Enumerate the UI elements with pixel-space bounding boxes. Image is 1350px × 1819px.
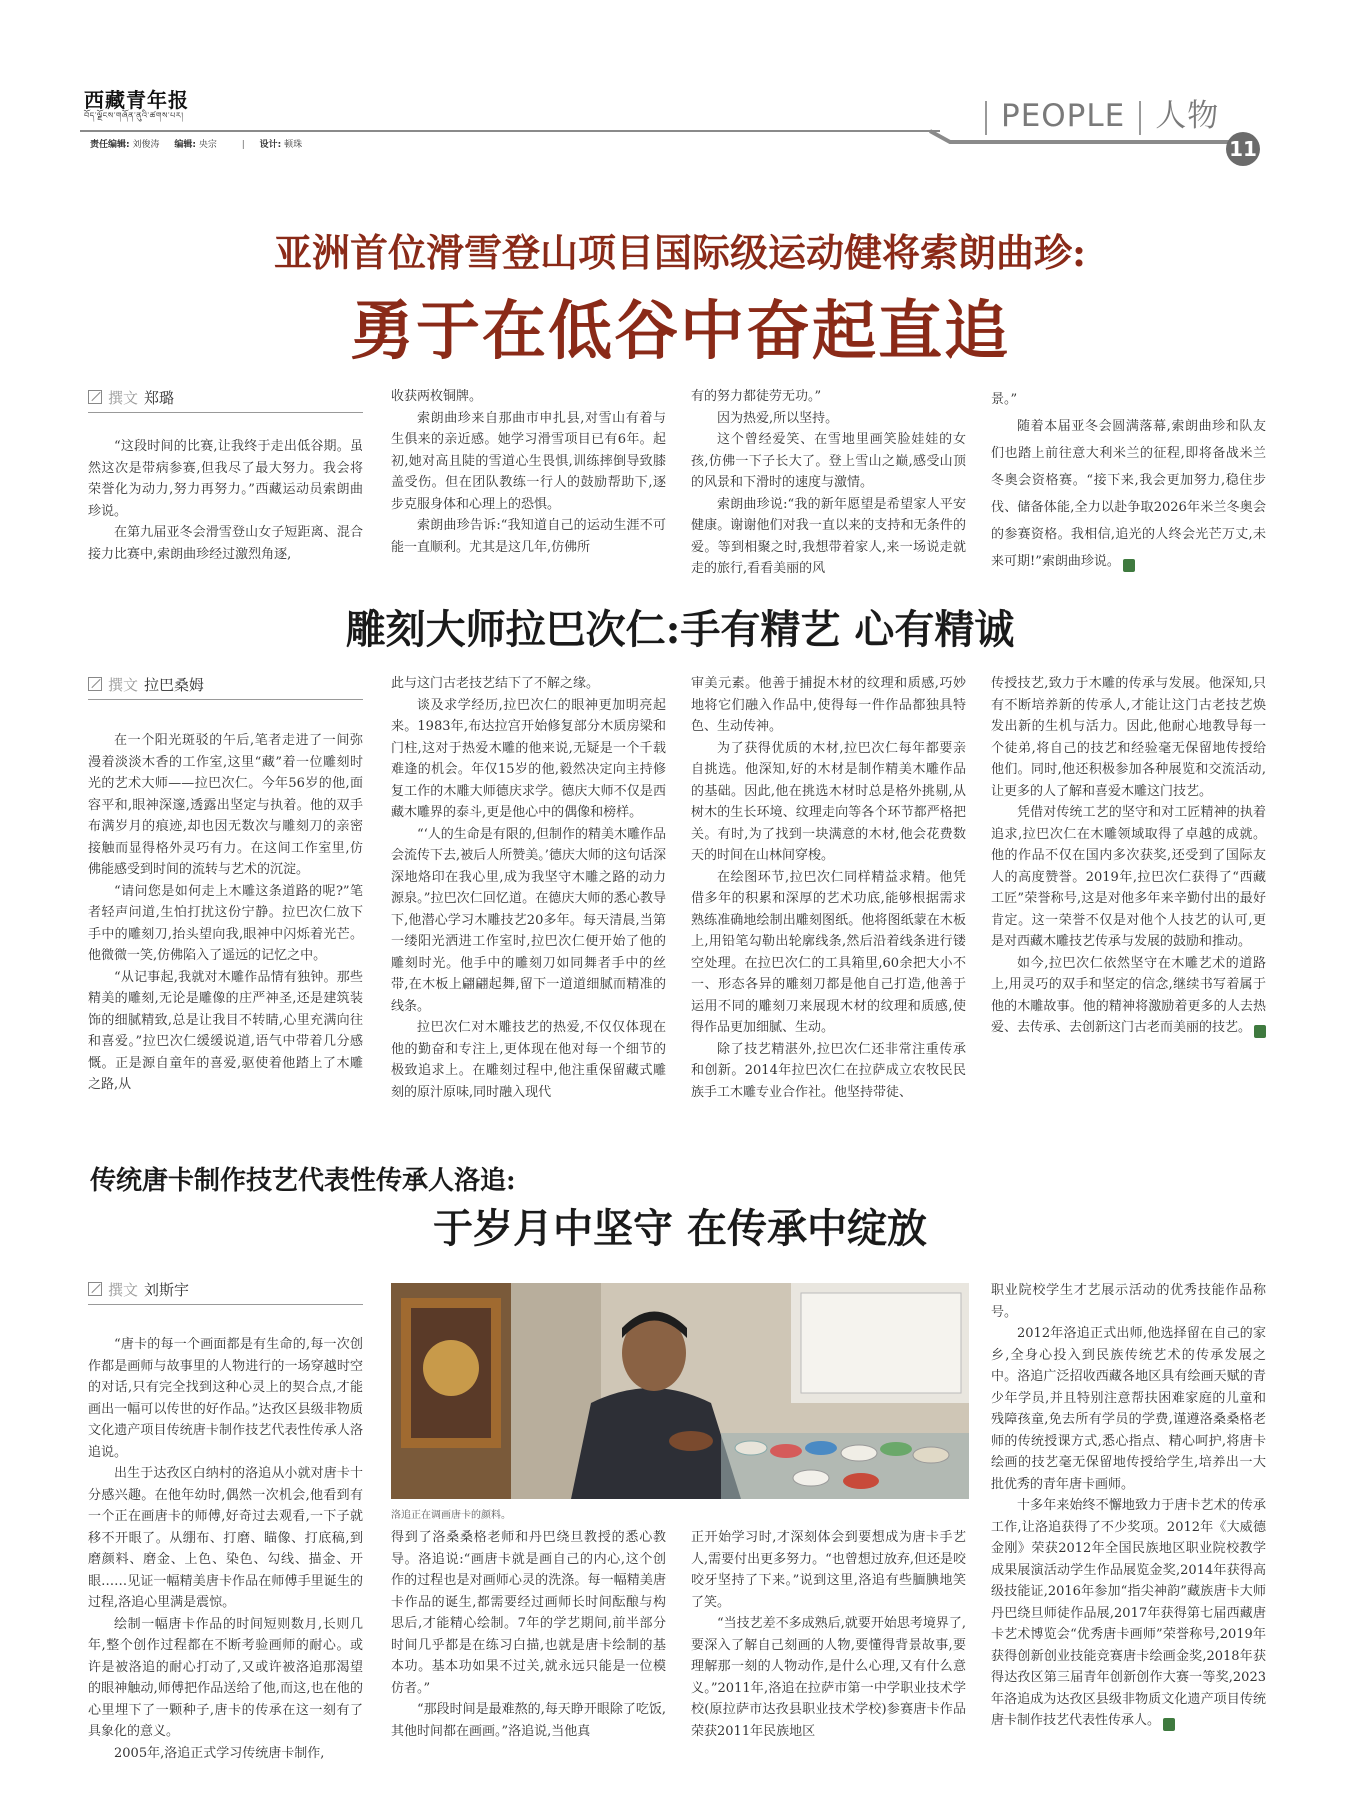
- paragraph-text: 如今,拉巴次仁依然坚守在木雕艺术的道路上,用灵巧的双手和坚定的信念,继续书写着属于他的木雕故事。他的精神将激励着更多的人去热爱、去传承、去创新这门古老而美丽的技艺。: [991, 955, 1266, 1035]
- paragraph: 正开始学习时,才深刻体会到要想成为唐卡手艺人,需要付出更多努力。“也曾想过放弃,但还是咬咬牙坚持了下来。”说到这里,洛追有些腼腆地笑了笑。: [691, 1530, 966, 1610]
- section-title: [985, 90, 1219, 135]
- paragraph: [991, 953, 1287, 1039]
- article1-col1: [88, 436, 363, 581]
- byline-author: 刘斯宇: [144, 1281, 190, 1299]
- paragraph: 在一个阳光斑驳的午后,笔者走进了一间弥漫着淡淡木香的工作室,这里“藏”着一位雕刻时光的艺术大师——拉巴次仁。今年56岁的他,面容平和,眼神深邃,透露出坚定与执着。他的双手布满岁月的痕迹,却也因无数次与雕刻刀的亲密接触而显得格外灵巧有力。在这间工作室里,仿佛能感受到时间的流转与艺术的沉淀。: [88, 733, 363, 877]
- header-rule: [80, 130, 940, 132]
- article3-headline: 于岁月中坚守 在传承中绽放: [433, 1205, 927, 1252]
- article3-col4: [991, 1280, 1266, 1784]
- paragraph-text: 十多年来始终不懈地致力于唐卡艺术的传承工作,让洛追获得了不少奖项。2012年《大威德金刚》荣获2012年全国民族地区职业院校教学成果展演活动学生作品展览金奖,2014年获得高级技能证,2016年参加“指尖神韵”藏族唐卡大师丹巴绕旦师徒作品展,2017年获得第七届西藏唐卡艺术博览会“优秀唐卡画师”荣誉称号,2019年获得创新创业技能竞赛唐卡绘画金奖,2018年获得达孜区第三届青年创新创作大赛一等奖,2023年洛追成为达孜区县级非物质文化遗产项目传统唐卡制作技艺代表性传承人。: [991, 1498, 1266, 1728]
- article2-byline: [88, 674, 363, 700]
- paragraph: 传授技艺,致力于木雕的传承与发展。他深知,只有不断培养新的传承人,才能让这门古老技艺焕发出新的生机与活力。因此,他耐心地教导每一个徒弟,将自己的技艺和经验毫无保留地传授给他们。同时,他还积极参加各种展览和交流活动,让更多的人了解和喜爱木雕这门技艺。: [991, 676, 1266, 799]
- paragraph: 因为热爱,所以坚持。: [717, 410, 839, 426]
- paragraph: 索朗曲珍告诉:“我知道自己的运动生涯不可能一直顺利。尤其是这几年,仿佛所: [391, 518, 666, 555]
- article3-col3: [691, 1527, 966, 1784]
- pen-icon: [88, 677, 102, 691]
- pen-icon: [88, 390, 102, 404]
- paragraph: 这个曾经爱笑、在雪地里画笑脸娃娃的女孩,仿佛一下子长大了。登上雪山之巅,感受山顶的风景和下滑时的速度与激情。: [691, 432, 966, 490]
- page-number: 11: [1226, 132, 1260, 166]
- paragraph: “从记事起,我就对木雕作品情有独钟。那些精美的雕刻,无论是雕像的庄严神圣,还是建筑装饰的细腻精致,总是让我目不转睛,心里充满向往和喜爱。”拉巴次仁缓缓说道,语气中带着几分感慨。正是源自童年的喜爱,驱使着他踏上了木雕之路,从: [88, 969, 363, 1092]
- paragraph: 职业院校学生才艺展示活动的优秀技能作品称号。: [991, 1283, 1266, 1320]
- editor-credits: 责任编辑: 刘俊涛 编辑: 央宗 | 设计: 顿珠: [90, 140, 303, 150]
- article1-col3: [691, 386, 966, 581]
- article3-byline: [88, 1279, 363, 1305]
- byline-label: 撰文: [108, 389, 139, 407]
- paragraph: “请问您是如何走上木雕这条道路的呢?”笔者轻声问道,生怕打扰这份宁静。拉巴次仁放下手中的雕刻刀,抬头望向我,眼神中闪烁着光芒。他微微一笑,仿佛陷入了遥远的记忆之中。: [88, 883, 363, 963]
- masthead-tibetan-name: བོད་ལྗོངས་གཞོན་ནུའི་ཚགས་པར།: [84, 111, 184, 120]
- paragraph: “当技艺差不多成熟后,就要开始思考境界了,要深入了解自己刻画的人物,要懂得背景故事,要理解那一刻的人物动作,是什么心理,又有什么意义。”2011年,洛追在拉萨市第一中学职业技术学校(原拉萨市达孜县职业技术学校)参赛唐卡作品荣获2011年民族地区: [691, 1616, 966, 1739]
- paragraph: 有的努力都徒劳无功。”: [691, 389, 822, 404]
- article1-kicker: 亚洲首位滑雪登山项目国际级运动健将索朗曲珍:: [273, 230, 1087, 275]
- article3-photo: [391, 1283, 969, 1499]
- article3-col1: [88, 1334, 363, 1784]
- paragraph: “那段时间是最难熬的,每天睁开眼除了吃饭,其他时间都在画画。”洛追说,当他真: [391, 1702, 666, 1739]
- end-mark-icon: ◆: [1163, 1718, 1175, 1731]
- paragraph: 在第九届亚冬会滑雪登山女子短距离、混合接力比赛中,索朗曲珍经过激烈角逐,: [88, 525, 363, 562]
- paragraph: 凭借对传统工艺的坚守和对工匠精神的执着追求,拉巴次仁在木雕领域取得了卓越的成就。他的作品不仅在国内多次获奖,还受到了国际友人的高度赞誉。2019年,拉巴次仁获得了“西藏工匠”荣誉称号,这是对他多年来辛勤付出的最好肯定。这一荣誉不仅是对他个人技艺的认可,更是对西藏木雕技艺传承与发展的鼓励和推动。: [991, 805, 1266, 949]
- article2-headline: 雕刻大师拉巴次仁:手有精艺 心有精诚: [345, 606, 1015, 653]
- paragraph: 2005年,洛追正式学习传统唐卡制作,: [114, 1745, 325, 1761]
- paragraph: “这段时间的比赛,让我终于走出低谷期。虽然这次是带病参赛,但我尽了最大努力。我会将荣誉化为动力,努力再努力。”西藏运动员索朗曲珍说。: [88, 439, 363, 519]
- end-mark-icon: ◆: [1254, 1025, 1266, 1038]
- paragraph: 得到了洛桑桑格老师和丹巴绕旦教授的悉心教导。洛追说:“画唐卡就是画自己的内心,这个创作的过程也是对画师心灵的洗涤。每一幅精美唐卡作品的诞生,都需要经过画师长时间酝酿与构思后,才能精心绘制。7年的学艺期间,前半部分时间几乎都是在练习白描,也就是唐卡绘制的基本功。基本功如果不过关,就永远只能是一位模仿者。”: [391, 1530, 666, 1696]
- paragraph: “‘人的生命是有限的,但制作的精美木雕作品会流传下去,被后人所赞美。’德庆大师的这句话深深地烙印在我心里,成为我坚守木雕之路的动力源泉。”拉巴次仁回忆道。在德庆大师的悉心教导下,他潜心学习木雕技艺20多年。每天清晨,当第一缕阳光洒进工作室时,拉巴次仁便开始了他的雕刻时光。他手中的雕刻刀如同舞者手中的丝带,在木板上翩翩起舞,留下一道道细腻而精准的线条。: [391, 826, 666, 1014]
- article2-col3: [691, 673, 966, 1130]
- design-name: 顿珠: [284, 140, 303, 150]
- article1-headline: 勇于在低谷中奋起直追: [350, 294, 1010, 369]
- byline-label: 撰文: [108, 676, 139, 694]
- paragraph: 审美元素。他善于捕捉木材的纹理和质感,巧妙地将它们融入作品中,使得每一件作品都独具特色、生动传神。: [691, 676, 966, 734]
- paragraph: 拉巴次仁对木雕技艺的热爱,不仅仅体现在他的勤奋和专注上,更体现在他对每一个细节的极致追求上。在雕刻过程中,他注重保留藏式雕刻的原汁原味,同时融入现代: [391, 1020, 666, 1100]
- paragraph: 索朗曲珍来自那曲市申扎县,对雪山有着与生俱来的亲近感。她学习滑雪项目已有6年。起初,她对高且陡的雪道心生畏惧,训练摔倒导致膝盖受伤。但在团队教练一行人的鼓励帮助下,逐步克服身体和心理上的恐惧。: [391, 410, 666, 512]
- design-label: 设计:: [259, 140, 282, 150]
- pen-icon: [88, 1282, 102, 1296]
- article2-col4: [991, 673, 1287, 1133]
- paragraph: [991, 413, 1266, 575]
- paragraph: [991, 1495, 1266, 1732]
- section-chinese: 人物: [1155, 98, 1220, 134]
- editor-label: 责任编辑:: [90, 140, 130, 150]
- article3-col2: [391, 1527, 666, 1784]
- paragraph: 在绘图环节,拉巴次仁同样精益求精。他凭借多年的积累和深厚的艺术功底,能够根据需求熟练准确地绘制出雕刻图纸。他将图纸蒙在木板上,用铅笔勾勒出轮廓线条,然后沿着线条进行镂空处理。在拉巴次仁的工具箱里,60余把大小不一、形态各异的雕刻刀都是他自己打造,他善于运用不同的雕刻刀来展现木材的纹理和质感,使得作品更加细腻、生动。: [691, 869, 966, 1035]
- photo-illustration: [391, 1283, 969, 1499]
- newspaper-masthead: 西藏青年报: [84, 88, 189, 112]
- copyeditor-label: 编辑:: [174, 140, 196, 150]
- byline-label: 撰文: [108, 1281, 139, 1299]
- article2-col1: [88, 730, 363, 1130]
- paragraph: 此与这门古老技艺结下了不解之缘。: [391, 676, 600, 691]
- byline-author: 拉巴桑姆: [144, 676, 205, 694]
- paragraph: 谈及求学经历,拉巴次仁的眼神更加明亮起来。1983年,布达拉宫开始修复部分木质房梁和门柱,这对于热爱木雕的他来说,无疑是一个千载难逢的机会。年仅15岁的他,毅然决定向主持修复工作的木雕大师德庆求学。德庆大师不仅是西藏木雕界的泰斗,更是他心中的偶像和榜样。: [391, 697, 666, 820]
- byline-author: 郑璐: [144, 389, 175, 407]
- article1-byline: [88, 387, 363, 413]
- end-mark-icon: ◆: [1123, 559, 1135, 572]
- paragraph: 除了技艺精湛外,拉巴次仁还非常注重传承和创新。2014年拉巴次仁在拉萨成立农牧民民族手工木雕专业合作社。他坚持带徒、: [691, 1041, 966, 1100]
- paragraph: 出生于达孜区白纳村的洛追从小就对唐卡十分感兴趣。在他年幼时,偶然一次机会,他看到有一个正在画唐卡的师傅,好奇过去观看,一下子就移不开眼了。从绷布、打磨、瞄像、打底稿,到磨颜料、磨金、上色、染色、勾线、描金、开眼……见证一幅精美唐卡作品在师傅手里诞生的过程,洛追心里满是震惊。: [88, 1466, 363, 1610]
- paragraph: “唐卡的每一个画面都是有生命的,每一次创作都是画师与故事里的人物进行的一场穿越时空的对话,只有完全找到这种心灵上的契合点,才能画出一幅可以传世的好作品。”达孜区县级非物质文化遗产项目传统唐卡制作技艺代表性传承人洛追说。: [88, 1337, 363, 1460]
- copyeditor-name: 央宗: [198, 140, 217, 150]
- article3-kicker: 传统唐卡制作技艺代表性传承人洛追:: [90, 1166, 516, 1196]
- editor-name: 刘俊涛: [132, 140, 160, 150]
- paragraph-text: 随着本届亚冬会圆满落幕,索朗曲珍和队友们也踏上前往意大利米兰的征程,即将备战米兰冬奥会资格赛。“接下来,我会更加努力,稳住步伐、储备体能,全力以赴争取2026年米兰冬奥会的参赛资格。我相信,追光的人终会光芒万丈,未来可期!”索朗曲珍说。: [991, 419, 1266, 569]
- paragraph: 绘制一幅唐卡作品的时间短则数月,长则几年,整个创作过程都在不断考验画师的耐心。或许是被洛追的耐心打动了,又或许被洛追那渴望的眼神触动,师傅把作品送给了他,而这,也在他的心里埋下了一颗种子,唐卡的传承在这一刻有了具象化的意义。: [88, 1616, 363, 1739]
- paragraph: 索朗曲珍说:“我的新年愿望是希望家人平安健康。谢谢他们对我一直以来的支持和无条件的爱。等到相聚之时,我想带着家人,来一场说走就走的旅行,看看美丽的风: [691, 496, 966, 576]
- paragraph: 为了获得优质的木材,拉巴次仁每年都要亲自挑选。他深知,好的木材是制作精美木雕作品的基础。因此,他在挑选木材时总是格外挑剔,从树木的生长环境、纹理走向等各个环节都严格把关。有时,为了找到一块满意的木材,他会花费数天的时间在山林间穿梭。: [691, 740, 966, 863]
- paragraph: 2012年洛追正式出师,他选择留在自己的家乡,全身心投入到民族传统艺术的传承发展之中。洛追广泛招收西藏各地区具有绘画天赋的青少年学员,并且特别注意帮扶困难家庭的儿童和残障孩童,免去所有学员的学费,谨遵洛桑桑格老师的传统授课方式,悉心指点、精心呵护,将唐卡绘画的技艺毫无保留地传授给学生,培养出一大批优秀的青年唐卡画师。: [991, 1326, 1266, 1492]
- article2-col2: [391, 673, 666, 1130]
- photo-caption: 洛追正在调画唐卡的颜料。: [391, 1510, 511, 1521]
- article1-col2: [391, 386, 666, 581]
- section-english: PEOPLE: [1001, 98, 1126, 134]
- paragraph: 收获两枚铜牌。: [391, 389, 483, 404]
- paragraph: 景。”: [991, 392, 1018, 407]
- article1-col4: [991, 386, 1266, 581]
